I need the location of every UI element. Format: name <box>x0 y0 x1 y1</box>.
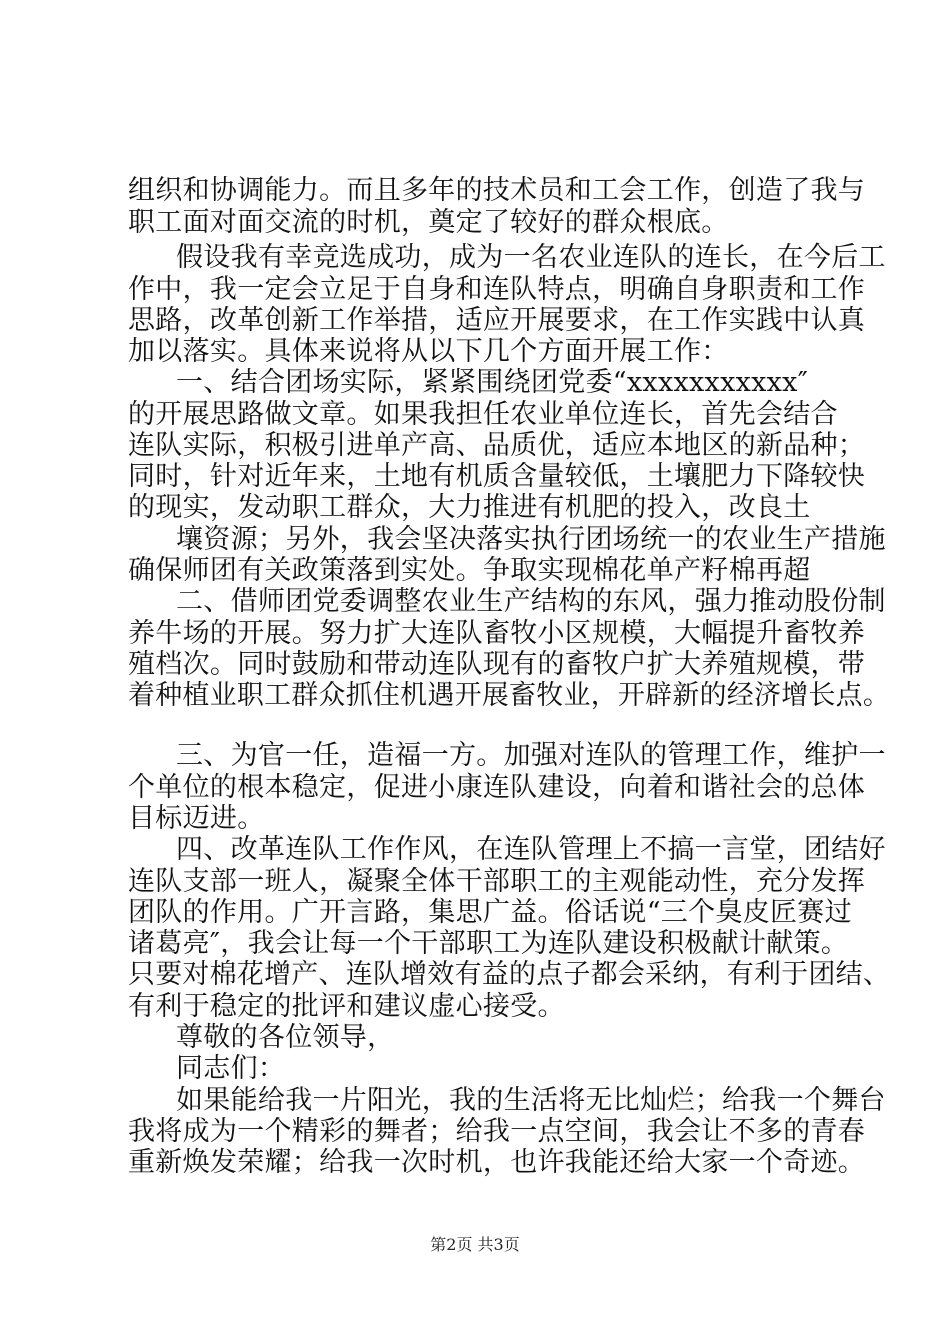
text-line: 我将成为一个精彩的舞者；给我一点空间，我会让不多的青春 <box>128 1116 866 1147</box>
section-heading: 一、结合团场实际，紧紧围绕团党委“xxxxxxxxxxx″ <box>176 367 809 398</box>
text-line: 目标迈进。 <box>128 803 265 834</box>
text-line: 作中，我一定会立足于自身和连队特点，明确自身职责和工作 <box>128 274 866 305</box>
salutation: 同志们： <box>176 1053 286 1084</box>
text-line: 加以落实。具体来说将从以下几个方面开展工作： <box>128 336 729 367</box>
text-line: 连队支部一班人，凝聚全体干部职工的主观能动性，充分发挥 <box>128 866 866 897</box>
text-line: 思路，改革创新工作举措，适应开展要求，在工作实践中认真 <box>128 305 866 336</box>
paragraph-start: 如果能给我一片阳光，我的生活将无比灿烂；给我一个舞台 <box>176 1085 886 1116</box>
text-line: 连队实际，积极引进单产高、品质优，适应本地区的新品种； <box>128 430 866 461</box>
text-line: 确保师团有关政策落到实处。争取实现棉花单产籽棉再超 <box>128 555 811 586</box>
text-line: 团队的作用。广开言路，集思广益。俗话说“三个臭皮匠赛过 <box>128 897 852 928</box>
text-line: 组织和协调能力。而且多年的技术员和工会工作，创造了我与 <box>128 175 866 206</box>
section-heading: 三、为官一任，造福一方。加强对连队的管理工作，维护一 <box>176 740 886 771</box>
paragraph-start: 假设我有幸竞选成功，成为一名农业连队的连长，在今后工 <box>176 242 886 273</box>
text-line: 个单位的根本稳定，促进小康连队建设，向着和谐社会的总体 <box>128 772 866 803</box>
text-line: 重新焕发荣耀；给我一次时机，也许我能还给大家一个奇迹。 <box>128 1147 866 1178</box>
section-heading: 四、改革连队工作作风，在连队管理上不搞一言堂，团结好 <box>176 834 886 865</box>
text-line: 养牛场的开展。努力扩大连队畜牧小区规模，大幅提升畜牧养 <box>128 618 866 649</box>
paragraph-start: 壤资源；另外，我会坚决落实执行团场统一的农业生产措施 <box>176 524 886 555</box>
section-heading: 二、借师团党委调整农业生产结构的东风，强力推动股份制 <box>176 586 886 617</box>
text-line: 职工面对面交流的时机，奠定了较好的群众根底。 <box>128 207 729 238</box>
text-line: 诸葛亮″，我会让每一个干部职工为连队建设积极献计献策。 <box>128 928 849 959</box>
text-line: 只要对棉花增产、连队增效有益的点子都会采纳，有利于团结、 <box>128 959 891 990</box>
salutation: 尊敬的各位领导， <box>176 1022 395 1053</box>
text-line: 同时，针对近年来，土地有机质含量较低，土壤肥力下降较快 <box>128 461 866 492</box>
text-line: 有利于稳定的批评和建议虚心接受。 <box>128 991 565 1022</box>
text-line: 殖档次。同时鼓励和带动连队现有的畜牧户扩大养殖规模，带 <box>128 649 866 680</box>
text-line: 着种植业职工群众抓住机遇开展畜牧业，开辟新的经济增长点。 <box>128 680 891 711</box>
text-line: 的现实，发动职工群众，大力推进有机肥的投入，改良土 <box>128 492 811 523</box>
page-number-footer: 第2页 共3页 <box>430 1235 520 1254</box>
text-line: 的开展思路做文章。如果我担任农业单位连长，首先会结合 <box>128 399 838 430</box>
